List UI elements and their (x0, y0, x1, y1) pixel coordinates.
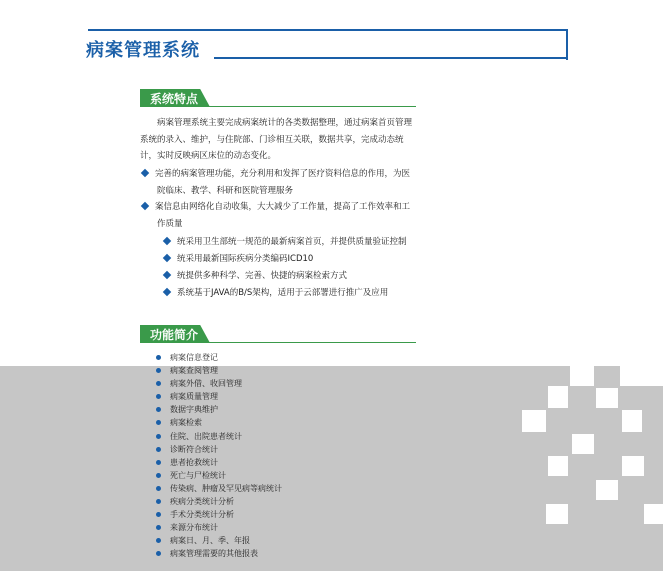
bullet-dot-icon (156, 434, 161, 439)
decorative-pixel (548, 386, 568, 408)
diamond-bullet-icon (163, 288, 171, 296)
list-item (156, 508, 282, 521)
features-heading: 系统特点 (150, 92, 199, 106)
list-item-label: 诊断符合统计 (170, 444, 218, 454)
list-item-label: 来源分布统计 (170, 523, 218, 533)
decorative-pixel (620, 366, 663, 386)
list-item-label: 病案日、月、季、年报 (170, 536, 250, 546)
feature-item (162, 285, 416, 302)
page-title: 病案管理系统 (86, 36, 206, 62)
feature-text: 完善的病案管理功能，充分利用和发挥了医疗资料信息的作用，为医院临床、教学、科研和医院管理服务 (155, 169, 411, 196)
list-item-label: 传染病、肿瘤及罕见病等病统计 (170, 483, 282, 493)
list-item (156, 521, 282, 534)
features-intro: 病案管理系统主要完成病案统计的各类数据整理，通过病案首页管理系统的录入、维护，与住院部、门诊相互关联，数据共享，完成动态统计，实时反映病区床位的动态变化。 (140, 118, 413, 161)
decorative-pixel (546, 504, 568, 524)
decorative-pixel (548, 456, 568, 476)
bullet-dot-icon (156, 394, 161, 399)
diamond-bullet-icon (163, 271, 171, 279)
list-item-label: 患者抢救统计 (170, 457, 218, 467)
feature-text: 统采用卫生部统一规范的最新病案首页，并提供质量验证控制 (177, 237, 407, 247)
list-item (156, 390, 282, 403)
title-underline (214, 57, 568, 59)
section-rule (200, 106, 416, 107)
bullet-dot-icon (156, 486, 161, 491)
functions-heading: 功能简介 (150, 328, 199, 342)
diamond-bullet-icon (141, 169, 149, 177)
bullet-dot-icon (156, 499, 161, 504)
decorative-pixel (622, 456, 644, 476)
bullet-dot-icon (156, 407, 161, 412)
feature-text: 统提供多种科学、完善、快捷的病案检索方式 (177, 271, 348, 281)
bullet-dot-icon (156, 420, 161, 425)
list-item (156, 351, 282, 364)
diamond-bullet-icon (163, 254, 171, 262)
diamond-bullet-icon (141, 202, 149, 210)
feature-item (162, 268, 416, 285)
list-item-label: 病案检索 (170, 418, 202, 428)
functions-list (156, 351, 282, 561)
list-item (156, 443, 282, 456)
decorative-pixel (570, 366, 594, 386)
list-item-label: 病案外借、收回管理 (170, 379, 242, 389)
list-item-label: 手术分类统计分析 (170, 510, 234, 520)
bullet-dot-icon (156, 460, 161, 465)
list-item-label: 病案信息登记 (170, 353, 218, 362)
bullet-dot-icon (156, 538, 161, 543)
bullet-dot-icon (156, 473, 161, 478)
decorative-pixel (596, 480, 618, 500)
feature-item (162, 251, 416, 268)
decorative-pixel (622, 410, 642, 432)
list-item-label: 疾病分类统计分析 (170, 497, 234, 507)
bullet-dot-icon (156, 525, 161, 530)
bullet-dot-icon (156, 381, 161, 386)
diamond-bullet-icon (163, 237, 171, 245)
bullet-dot-icon (156, 368, 161, 373)
feature-item (162, 234, 416, 251)
list-item (156, 403, 282, 416)
list-item (156, 469, 282, 482)
list-item (156, 534, 282, 547)
decorative-pixel (522, 410, 546, 432)
list-item (156, 547, 282, 560)
functions-section-header (140, 325, 416, 343)
list-item (156, 416, 282, 429)
decorative-pixel (596, 388, 618, 408)
list-item-label: 数据字典维护 (170, 405, 218, 415)
list-item (156, 377, 282, 390)
features-section-header (140, 89, 416, 107)
decorative-pixel (572, 434, 594, 454)
list-item-label: 病案管理需要的其他报表 (170, 549, 258, 559)
bullet-dot-icon (156, 355, 161, 360)
list-item (156, 495, 282, 508)
list-item (156, 456, 282, 469)
list-item (156, 364, 282, 377)
feature-text: 案信息由网络化自动收集，大大减少了工作量，提高了工作效率和工作质量 (155, 202, 411, 229)
list-item (156, 430, 282, 443)
list-item-label: 病案查阅管理 (170, 366, 218, 376)
feature-item (140, 199, 416, 232)
decorative-pixel (644, 504, 663, 524)
list-item-label: 死亡与尸检统计 (170, 470, 226, 480)
feature-item (140, 166, 416, 199)
feature-text: 系统基于JAVA的B/S架构，适用于云部署进行推广及应用 (177, 288, 389, 298)
section-rule (200, 342, 416, 343)
bullet-dot-icon (156, 551, 161, 556)
bullet-dot-icon (156, 447, 161, 452)
list-item-label: 住院、出院患者统计 (170, 431, 242, 441)
list-item (156, 482, 282, 495)
list-item-label: 病案质量管理 (170, 392, 218, 402)
bullet-dot-icon (156, 512, 161, 517)
feature-text: 统采用最新国际疾病分类编码ICD10 (177, 254, 314, 264)
